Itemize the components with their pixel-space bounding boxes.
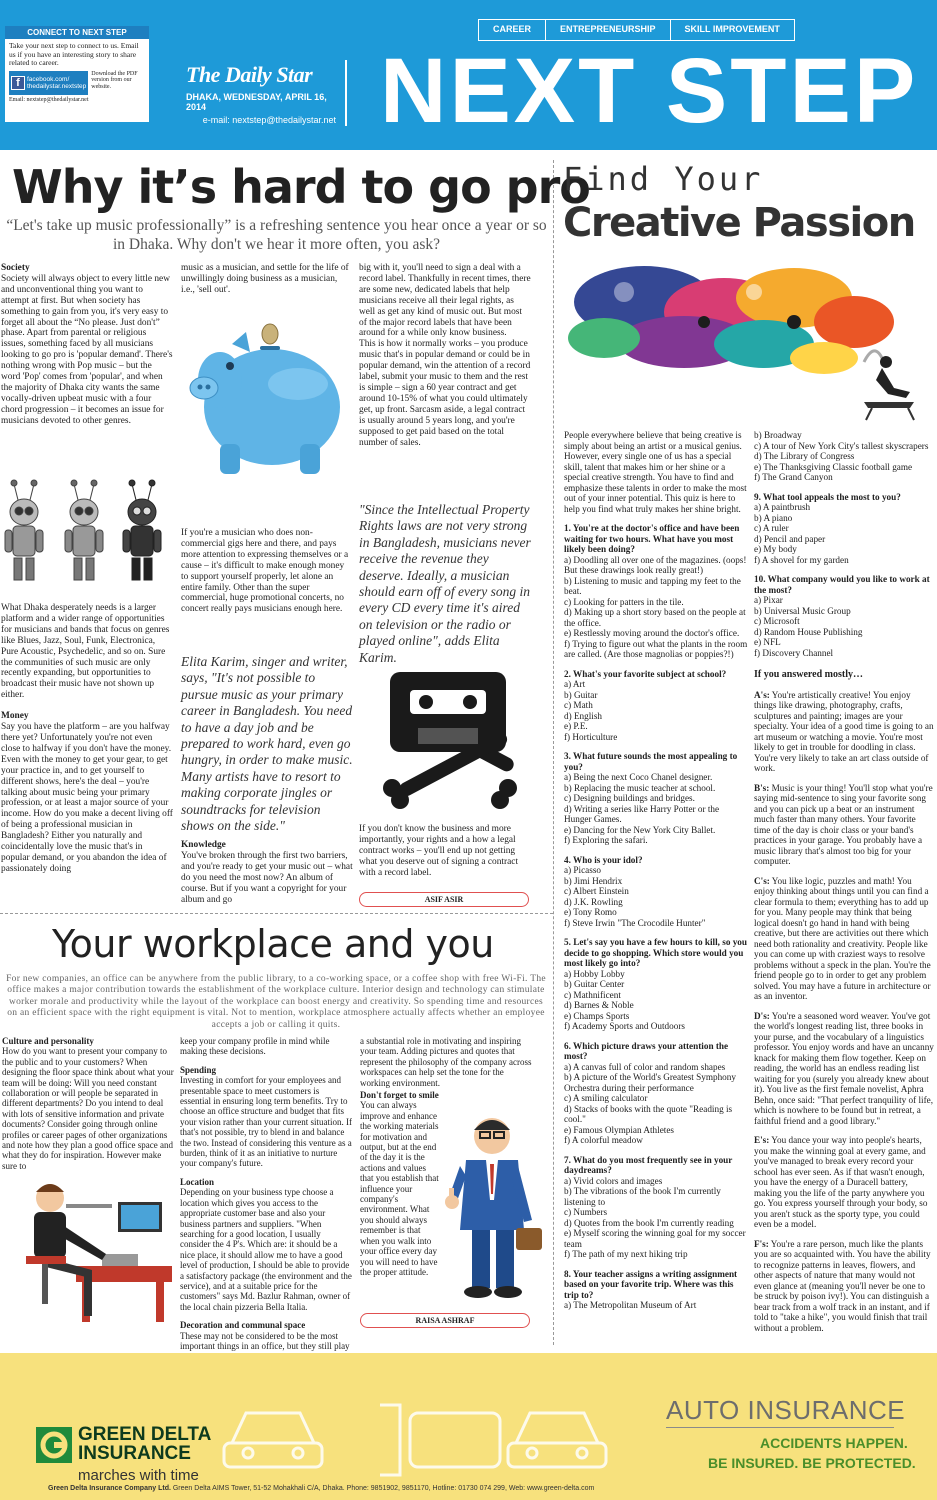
- quiz-options-8a: a) The Metropolitan Museum of Art: [564, 1300, 697, 1310]
- pro-paragraph: music as a musician, and settle for the life of unwillingly doing business as a musician, i.e., 'sell out'.: [181, 263, 349, 295]
- pro-article-title: Why it’s hard to go pro: [12, 160, 590, 214]
- dateline: DHAKA, WEDNESDAY, APRIL 16, 2014: [186, 92, 327, 112]
- result-f: F's: You're a rare person, much like the plants you are so acquainted with. You have the ability to recognize patterns in leaves, flowers, and other aspects of nature that many would not even glance at (meaning you'll never be one to be struck by poison ivy!). You can distinguish a bear track from a wolf track in an instant, and if told to "take a hike", you would finish that trail without a problem.: [754, 1238, 931, 1333]
- column-divider: [553, 160, 554, 1345]
- green-delta-name: [78, 1425, 211, 1463]
- auto-insurance-rule: [666, 1427, 894, 1428]
- quiz-options-5: a) Hobby Lobby b) Guitar Center c) Mathnificent d) Barnes & Noble e) Champs Sports f) Academy Sports and Outdoors: [564, 968, 685, 1031]
- green-delta-advertisement[interactable]: [0, 1353, 937, 1500]
- tab-skill-improvement[interactable]: SKILL IMPROVEMENT: [671, 19, 795, 41]
- auto-insurance-heading: AUTO INSURANCE: [666, 1395, 906, 1425]
- work-col3-narrow: [360, 1090, 440, 1308]
- facebook-icon: f: [11, 76, 25, 90]
- pro-paragraph: If you're a musician who does non-commercial gigs here and there, and pays more attention to expressing themselves or a cause – it's difficult to make enough money to support yourself properly, let alone an entire family. Other than the super commercial, huge promotional concerts, no concert really pays musicians enough here.: [181, 528, 349, 615]
- quiz-question-2: 2. What's your favorite subject at school?: [564, 668, 727, 679]
- quiz-results-heading: If you answered mostly…: [754, 669, 863, 680]
- pro-paragraph: What Dhaka desperately needs is a larger platform and a wider range of opportunities for musicians and bands that focus on genres like Blues, Jazz, Soul, Funk, Electronica, Pure Acoustic, Psychedelic, and so on. Sure the communities of such music are only recently expanding, but opportunities to broadcast their music have not shown up either.: [1, 603, 170, 701]
- pro-pullquote-1: Elita Karim, singer and writer, says, "It's not possible to pursue music as your primary career in Bangladesh. You need to have a day job and be prepared to work hard, even go hungry, in order to make music. Many artists have to resort to making corporate jingles or soundtracks for television shows on the side.": [181, 654, 353, 834]
- creative-title-line2: Creative Passion: [563, 200, 915, 246]
- creative-title-line1: Find Your: [563, 160, 764, 198]
- subhead-money: Money: [1, 711, 29, 722]
- work-paragraph: Depending on your business type choose a location which gives you access to the appropriate customer base and also your business partners and suppliers. "When searching for a good location, I usually consider the 4 P's. Which are: it should be a nice place, it should allow me to have a good level of production, I should be able to provide a satisfactory package (the environment and the service), and at a suitable price for the customers" says Md. Bazlur Rahman, owner of the local chain pizzeria Bella Italia.: [180, 1187, 352, 1312]
- pro-paragraph: You've broken through the first two barriers, and you're ready to get your music out – what do you need the most now? An album of course. But if you want a copyright for your album and go: [181, 850, 353, 905]
- quiz-question-8: 8. Your teacher assigns a writing assignment based on your favorite trip. Where was this trip to?: [564, 1268, 738, 1300]
- work-paragraph: How do you want to present your company to the public and to your customers? When designing the floor space think about what your team will be doing: Will you need constant collaboration or will people be separated in different departments? Do you intend to deal with lots of sensitive information and private documents? Consider going through online profiles or career pages of other organizations and note how they plan a good office space and what they do for inspiration. However make sure to: [2, 1046, 174, 1171]
- quiz-options-10: a) Pixar b) Universal Music Group c) Microsoft d) Random House Publishing e) NFL f) Discovery Channel: [754, 595, 863, 658]
- connect-title: CONNECT TO NEXT STEP: [5, 26, 149, 39]
- work-col2: [180, 1036, 352, 1351]
- result-c: C's: You like logic, puzzles and math! You enjoy thinking about things until you can find a clear formula to them; everything has to add up for you. Many people may think that being logical doesn't go hand in hand with being creative, but there are activities out there which need both rationality and creativity. People like you can come up with craziest ways to resolve problems without a speck in the plan. You're the friend people go to in order to get any problem solved. You may have a future in architecture or as an inventor.: [754, 875, 931, 1001]
- pro-col2-top: [181, 263, 353, 299]
- work-paragraph: keep your company profile in mind while making these decisions.: [180, 1036, 330, 1057]
- quiz-question-3: 3. What future sounds the most appealing to you?: [564, 751, 738, 772]
- tab-entrepreneurship[interactable]: ENTREPRENEURSHIP: [546, 19, 671, 41]
- subhead-knowledge: Knowledge: [181, 840, 226, 850]
- quiz-col-right: [754, 430, 934, 1335]
- facebook-url: facebook.com/ thedailystar.nextstep: [27, 75, 87, 90]
- quiz-intro: People everywhere believe that being creative is simply about being an artist or a musical genius. However, every single one of us has a special skill, talent that makes him or her shine or a special creative strength. You have to find and emphasize these talents in order to make the most out of your inner potential. This quiz is here to help you find what truly makes her shine bright.: [564, 430, 747, 514]
- article-divider: [0, 913, 553, 914]
- pro-paragraph: This is how it normally works – you produce music that's in popular demand or could be in popular demand, win the attention of a record label, submit your music to them and the rest is simple – sign a 60 year contract and get around 10-15% of what you could ultimately get, up front. Sarcasm aside, a legal contract is usually around 5 years long, and you're supposed to get paid based on the total number of sales.: [359, 339, 531, 448]
- green-delta-tagline: marches with time: [78, 1467, 199, 1484]
- connect-email[interactable]: Email: nextstep@thedailystar.net: [9, 96, 89, 103]
- subhead-society: Society: [1, 263, 30, 273]
- facebook-link[interactable]: [9, 71, 88, 95]
- result-a: A's: You're artistically creative! You enjoy things like drawing, photography, crafts, sculptures and painting; images are your specialty. Your idea of a good time is going to an art museum or watching a movie. You're most likely to get in trouble for doodling in class. You're very likely to take an art class outside of work.: [754, 689, 934, 773]
- byline-raisa-ashraf: RAISA ASHRAF: [360, 1313, 530, 1328]
- creative-dream-illustration: [564, 262, 932, 424]
- work-paragraph: These may not be considered to be the most important things in an office, but they still play: [180, 1330, 350, 1351]
- result-d: D's: You're a seasoned word weaver. You've got the world's longest reading list, three books in your purse, and the vocabulary of a linguistics professor. You enjoy words and have an uncanny knack for making them flow together. Keep on reading, the world has an endless reading list waiting for you (surely you already knew about it). You live as the first female novelist, Aphra Behn, once said: "That perfect tranquility of life, which is nowhere to be found but in retreat, a faithful friend and a good library.": [754, 1010, 934, 1126]
- result-b: B's: Music is your thing! You'll stop what you're saying mid-sentence to sing your favorite song and you can pick up a beat or an instrument much faster than many others. Your favorite time of the day is choir class or your band's practices in your garage. You probably have a music library that's almost too big for your computer.: [754, 782, 933, 866]
- quiz-options-3: a) Being the next Coco Chanel designer. b) Replacing the music teacher at school. c) Designing buildings and bridges. d) Writing a series like Harry Potter or the Hunger Games. e) Dancing for the New York City Ballet. f) Exploring the safari.: [564, 772, 720, 845]
- pro-col3-bottom: [359, 824, 531, 884]
- quiz-question-7: 7. What do you most frequently see in your daydreams?: [564, 1154, 733, 1175]
- company-line-2: INSURANCE: [78, 1443, 191, 1464]
- work-paragraph: a substantial role in motivating and inspiring your team. Adding pictures and quotes that represent the philosophy of the company across workspaces can help set the tone for the working environment.: [360, 1036, 532, 1088]
- quiz-options-9: a) A paintbrush b) A piano c) A ruler d) Pencil and paper e) My body f) A shovel for my garden: [754, 502, 849, 565]
- quiz-question-5: 5. Let's say you have a few hours to kill, so you decide to go shopping. Which store would you most likely go into?: [564, 937, 748, 968]
- pro-paragraph: If you don't know the business and more importantly, your rights and a how a legal contract works – you'll end up not getting what you deserve out of signing a contract with a record label.: [359, 824, 519, 878]
- quiz-options-1: a) Doodling all over one of the magazines. (oops! But these drawings look really great!) b) Listening to music and tapping my feet to the beat. c) Looking for patters in the tile. d) Making up a short story based on the people at the office. e) Restlessly moving around the doctor's office. f) Trying to figure out what the plants in the room are called. (Are those magnolias or poppies?!): [564, 554, 748, 659]
- connect-text: Take your next step to connect to us. Email us if you have an interesting story to share related to career.: [9, 41, 139, 67]
- workplace-article-title: Your workplace and you: [52, 922, 494, 966]
- pro-col2-mid: [181, 528, 353, 640]
- connect-box: [4, 25, 150, 123]
- byline-asif-asir: ASIF ASIR: [359, 892, 529, 907]
- subhead-smile: Don't forget to smile: [360, 1090, 439, 1100]
- work-paragraph: Investing in comfort for your employees and presentable space to meet customers is essential in ensuring long term benefits. Try to choose an office structure and budget that fits your vision rather than your current situation. If that's not possible, try to blend in and balance the two. Instead of considering this venture as a burden, think of it as an initiative to nurture your company's future.: [180, 1075, 352, 1169]
- header-banner: [0, 0, 937, 150]
- robots-illustration: [4, 478, 169, 588]
- pro-paragraph: Say you have the platform – are you halfway there yet? Unfortunately you're not even close to halfway if you don't have the money. Even with the money to get your gear, to get your practice in, and to get yourself to different shows, here's the deal – you're talking about music being your primary profession, or at least a major source of your income. How do you make a decent living off of being a professional musician in Bangladesh? Either you naturally and coincidentally love the music that's in popular demand, or you abandon the idea of passionately doing: [1, 722, 173, 874]
- quiz-col-left: [564, 430, 748, 1335]
- daily-star-logo: The Daily Star: [186, 62, 313, 87]
- section-email[interactable]: e-mail: nextstep@thedailystar.net: [202, 115, 336, 125]
- section-title: NEXT STEP: [380, 40, 919, 142]
- pro-col3-top: [359, 263, 531, 493]
- pro-col1-top: [1, 263, 173, 453]
- quiz-question-10: 10. What company would you like to work at the most?: [754, 574, 930, 595]
- ad-footer-contact: Green Delta Insurance Company Ltd. Green Delta AIMS Tower, 51-52 Mohakhali C/A, Dhaka. Phone: 9851902, 9851170, Hotline: 01730 074 299, Web: www.green-delta.com: [48, 1485, 595, 1492]
- pro-col2-bottom: [181, 840, 353, 910]
- green-delta-logo-icon: [36, 1427, 72, 1463]
- quiz-question-4: 4. Who is your idol?: [564, 854, 643, 865]
- masthead-divider: [345, 60, 347, 126]
- subhead-culture: Culture and personality: [2, 1036, 94, 1046]
- ad-slogan-2: BE INSURED. BE PROTECTED.: [708, 1455, 916, 1471]
- quiz-options-8b: b) Broadway c) A tour of New York City's tallest skyscrapers d) The Library of Congress e) The Thanksgiving Classic football game f) The Grand Canyon: [754, 430, 929, 482]
- piggy-bank-illustration: [180, 312, 356, 482]
- quiz-options-4: a) Picasso b) Jimi Hendrix c) Albert Einstein d) J.K. Rowling e) Tony Romo f) Steve Irwin "The Crocodile Hunter": [564, 865, 706, 928]
- masthead: [186, 62, 336, 125]
- quiz-question-1: 1. You're at the doctor's office and have been waiting for two hours. What have you most likely been doing?: [564, 523, 740, 554]
- office-worker-illustration: [6, 1166, 174, 1336]
- pro-paragraph: Society will always object to every little new and unconventional thing you want to attempt at first. But when society has something to gain from you, it's very easy to forget all about the “No please. Just don't” phase. Apart from parental or religious issues, something faced by all musicians looking to go pro is 'popular demand'. There's nothing wrong with Pop music – but the word 'Pop' comes from 'popular', and when the majority of Dhaka city wants the same vocally-driven upbeat music with a four chord progression – it becomes an issue for musicians devoted to other genres.: [1, 273, 173, 426]
- company-line-1: GREEN DELTA: [78, 1424, 212, 1445]
- cassette-crossbones-illustration: [360, 668, 532, 818]
- pro-article-subtitle: “Let's take up music professionally” is a refreshing sentence you hear once a year or so in Dhaka. Why don't we hear it more often, you ask?: [6, 217, 547, 253]
- quiz-options-6: a) A canvas full of color and random shapes b) A picture of the World's Greatest Symphony Orchestra during their performance c) A smiling calculator d) Stacks of books with the quote "Reading is cool." e) Famous Olympian Athletes f) A colorful meadow: [564, 1061, 736, 1145]
- subhead-location: Location: [180, 1176, 215, 1187]
- ad-slogan-1: ACCIDENTS HAPPEN.: [760, 1435, 908, 1451]
- quiz-question-6: 6. Which picture draws your attention the most?: [564, 1040, 729, 1061]
- subhead-spending: Spending: [180, 1064, 217, 1075]
- subhead-decoration: Decoration and communal space: [180, 1320, 306, 1331]
- work-col1: [2, 1036, 174, 1171]
- quiz-options-7: a) Vivid colors and images b) The vibrations of the book I'm currently listening to c) Numbers d) Quotes from the book I'm currently reading e) Myself scoring the winning goal for my soccer team f) The path of my next hiking trip: [564, 1175, 746, 1259]
- businessman-illustration: [446, 1110, 542, 1306]
- pro-pullquote-2: "Since the Intellectual Property Rights laws are not very strong in Bangladesh, musicians never receive the revenue they deserve. Ideally, a musician should earn off of every song in every CD every time it's aired on television or the radio or played online", adds Elita Karim.: [359, 502, 531, 665]
- pro-paragraph: big with it, you'll need to sign a deal with a record label. Thankfully in recent times, there are some new, dedicated labels that help musicians receive all their legal rights, as well as get any kind of music out. But most of the major record labels that have been around for a while only know business.: [359, 263, 531, 339]
- workplace-article-intro: For new companies, an office can be anywhere from the public library, to a co-working space, or a coffee shop with free Wi-Fi. The office makes a major contribution towards the establishment of the workplace culture. Interior design and technology can stimulate worker morale and productivity while the layout of the workplace can boost energy and creativity. So spending time and resources on an efficient space with the right equipment is vital. Not to mention, workplace atmosphere actually affects whether an employee accepts a job or calling it quits.: [6, 974, 546, 1030]
- tab-career[interactable]: CAREER: [478, 19, 546, 41]
- work-col3-top: [360, 1036, 532, 1088]
- pro-col1-bottom: [1, 603, 173, 910]
- result-e: E's: You dance your way into people's hearts, you make the winning goal at every game, and you've managed to break every record your school has ever seen. As if that wasn't enough, you have the energy of a Duracell battery, making you the life of the party anywhere you go. You express yourself through your body, so you aren't stuck as the sporty type, you could even be a model.: [754, 1135, 928, 1229]
- quiz-options-2: a) Art b) Guitar c) Math d) English e) P.E. f) Horticulture: [564, 679, 618, 742]
- quiz-question-9: 9. What tool appeals the most to you?: [754, 491, 901, 502]
- work-paragraph: You can always improve and enhance the working materials for motivation and output, but at the end of the day it is the actions and values that you establish that influence your company's environment. What you should always remember is that when you walk into your office every day you will need to have the proper attitude.: [360, 1100, 439, 1277]
- pdf-download-note: Download the PDF version from our website.: [91, 70, 138, 90]
